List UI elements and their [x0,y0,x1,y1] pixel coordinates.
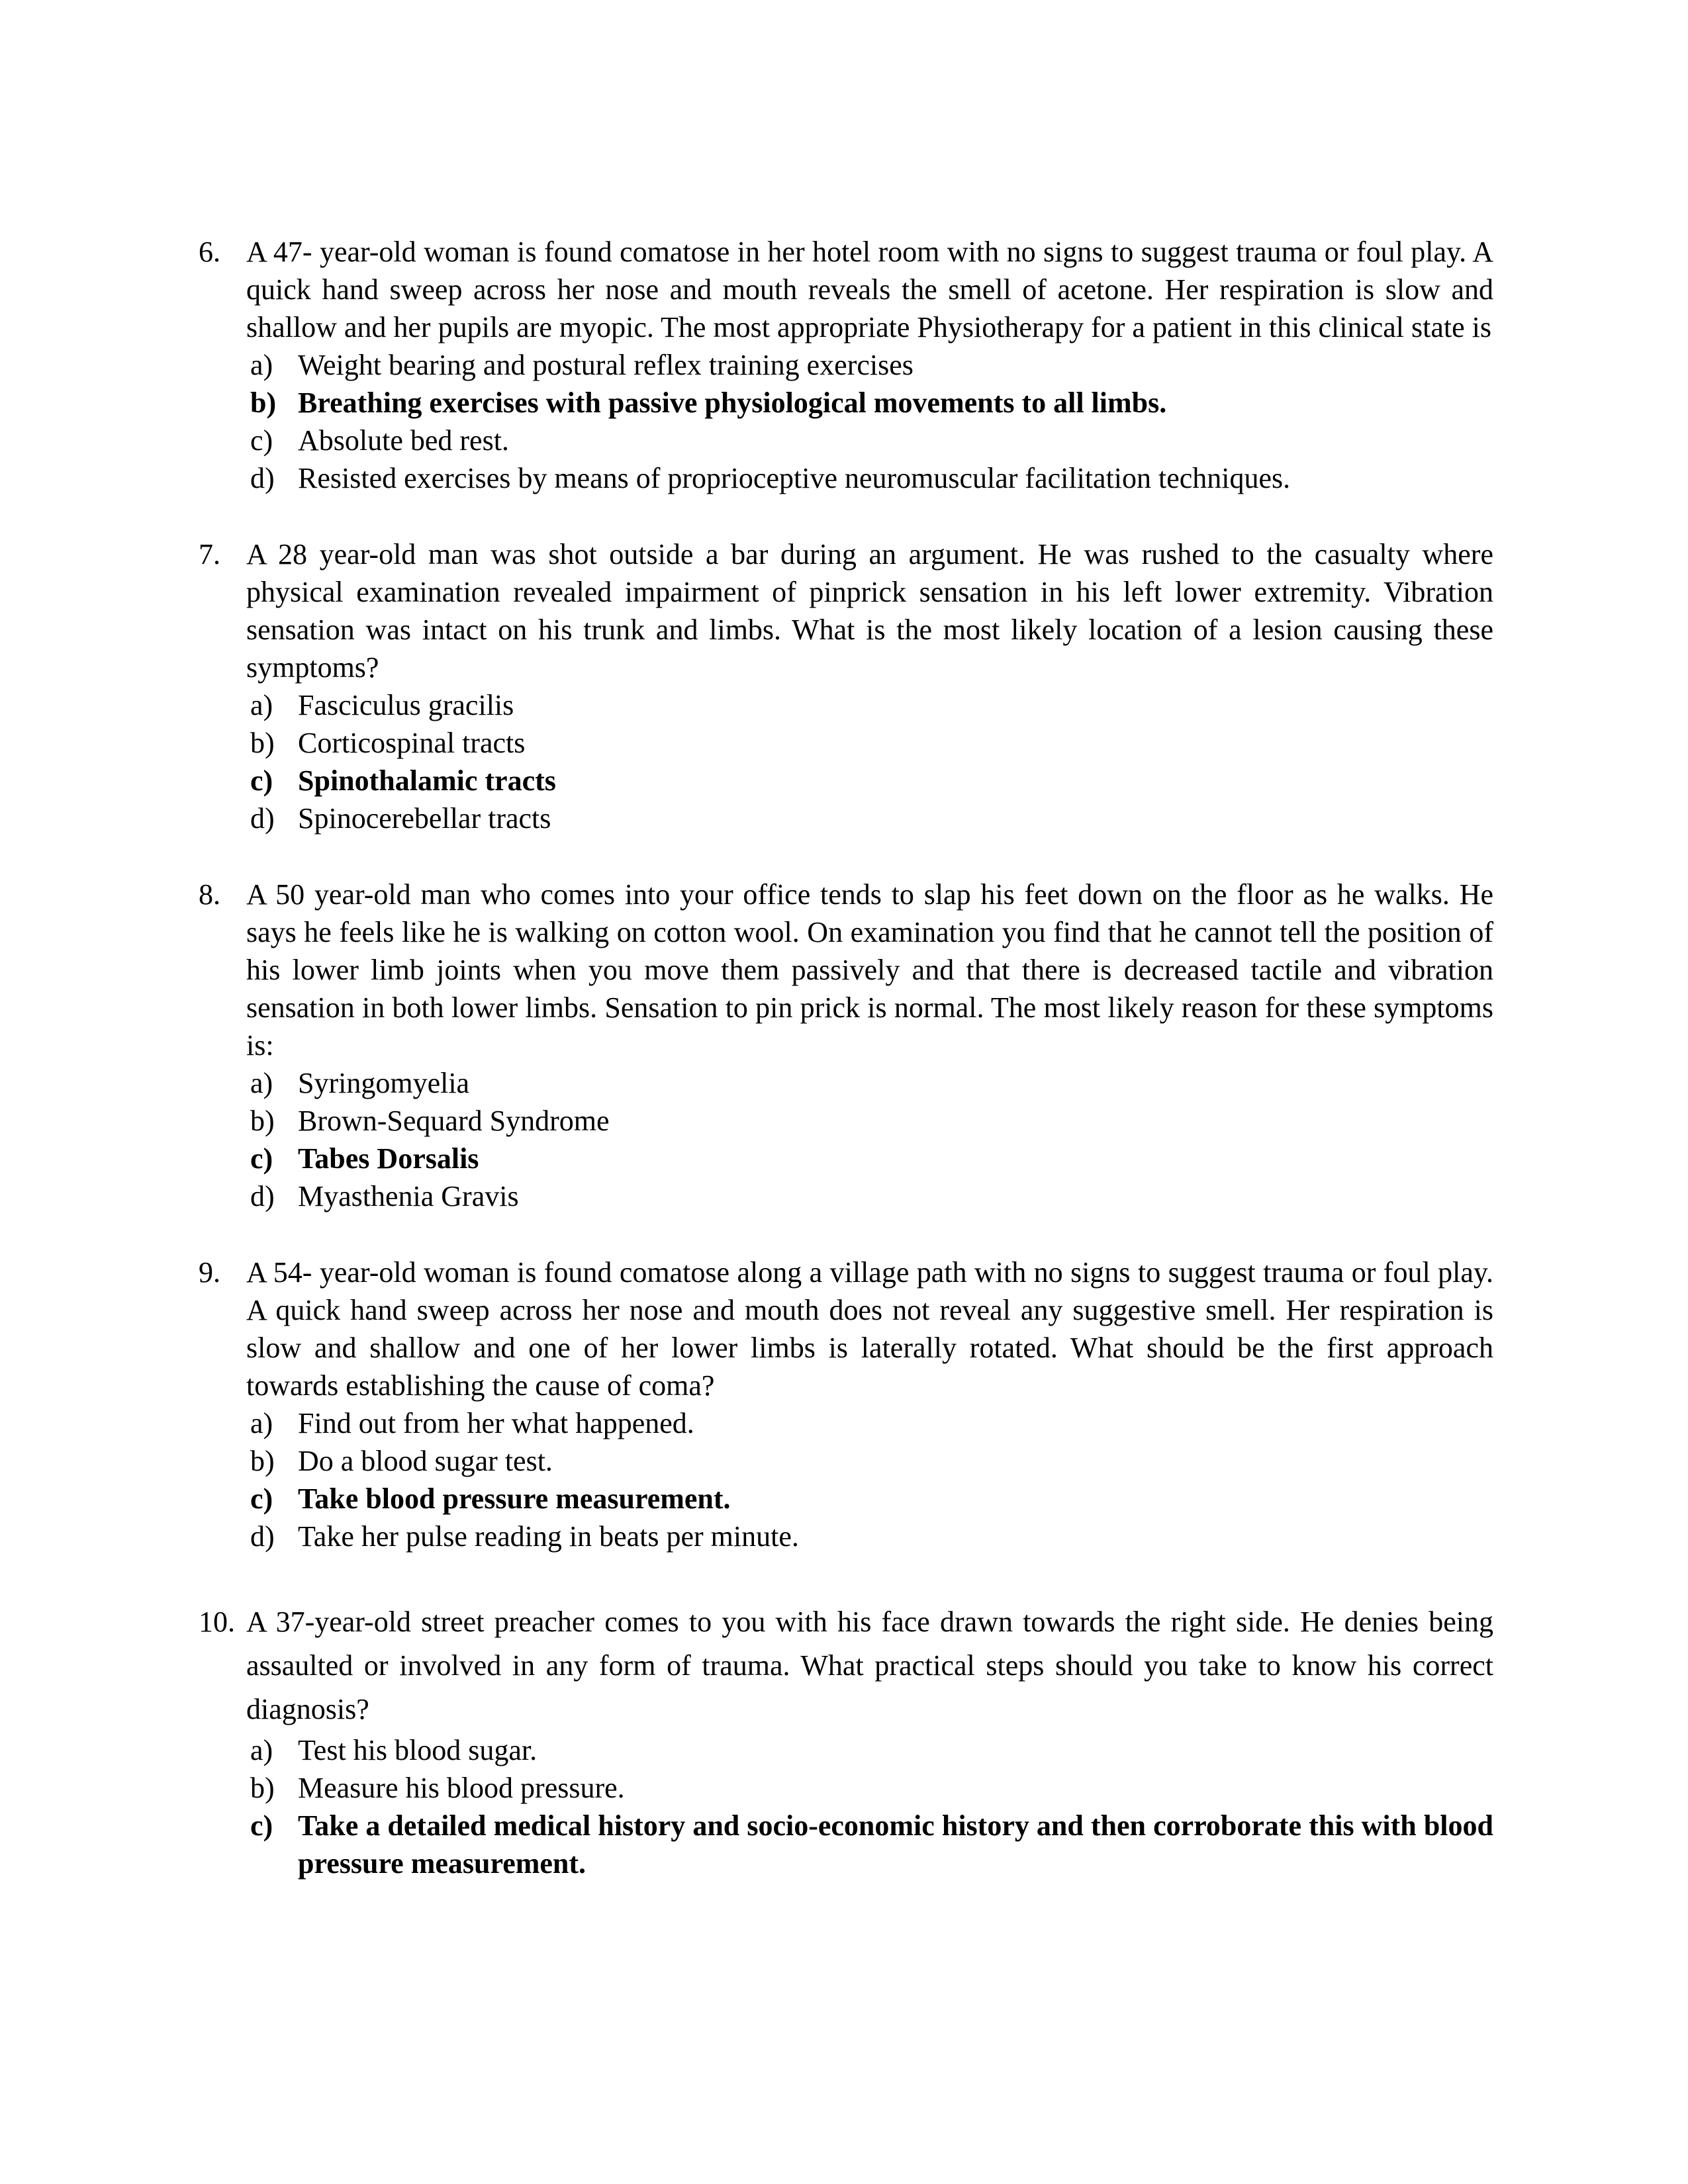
option-text: Breathing exercises with passive physiological movements to all limbs. [298,387,1167,419]
options-list [199,686,1493,837]
option-text: Spinothalamic tracts [298,764,556,797]
question-item [199,1600,1493,1882]
option-text: Resisted exercises by means of proprioceptive neuromuscular facilitation techniques. [298,462,1291,494]
question-text: A 54- year-old woman is found comatose along a village path with no signs to suggest trauma or foul play. A quick hand sweep across her nose and mouth does not reveal any suggestive smell. Her respiration is slow and shallow and one of her lower limbs is laterally rotated. What should be the first approach towards establishing the cause of coma? [246,1256,1493,1402]
answer-option [199,1807,1493,1882]
question-text: A 37-year-old street preacher comes to you with his face drawn towards the right side. He denies being assaulted or involved in any form of trauma. What practical steps should you take to know his correct diagnosis? [246,1606,1493,1725]
option-label: a) [250,349,273,381]
option-text: Syringomyelia [298,1067,470,1099]
question-item [199,233,1493,497]
question-number: 9. [199,1256,220,1289]
option-label: a) [250,1407,273,1439]
question-text: A 50 year-old man who comes into your office tends to slap his feet down on the floor as he walks. He says he feels like he is walking on cotton wool. On examination you find that he cannot tell the position of his lower limb joints when you move them passively and that there is decreased tactile and vibration sensation in both lower limbs. Sensation to pin prick is normal. The most likely reason for these symptoms is: [246,878,1493,1062]
options-list [199,1064,1493,1215]
question-number: 10. [199,1606,235,1638]
option-label: b) [250,727,275,759]
options-list [199,1404,1493,1555]
answer-option [199,1442,1493,1480]
option-text: Take blood pressure measurement. [298,1482,731,1515]
question-number: 8. [199,878,220,911]
option-text: Spinocerebellar tracts [298,802,551,835]
option-text: Measure his blood pressure. [298,1772,625,1804]
option-label: b) [250,1105,275,1137]
question-number: 6. [199,236,220,268]
answer-option [199,1404,1493,1442]
option-label: d) [250,1180,275,1212]
option-label: a) [250,1734,273,1766]
answer-option [199,799,1493,837]
answer-option [199,1064,1493,1102]
answer-option [199,1480,1493,1518]
question-item [199,1253,1493,1555]
option-text: Absolute bed rest. [298,424,509,457]
answer-option [199,1769,1493,1807]
option-text: Myasthenia Gravis [298,1180,519,1212]
option-text: Weight bearing and postural reflex training exercises [298,349,914,381]
option-label: b) [250,1445,275,1477]
question-text: A 28 year-old man was shot outside a bar during an argument. He was rushed to the casualty where physical examination revealed impairment of pinprick sensation in his left lower extremity. Vibration sensation was intact on his trunk and limbs. What is the most likely location of a lesion causing these symptoms? [246,538,1493,684]
option-text: Find out from her what happened. [298,1407,694,1439]
option-text: Fasciculus gracilis [298,689,514,721]
option-label: c) [250,1482,273,1515]
option-text: Corticospinal tracts [298,727,526,759]
answer-option [199,724,1493,762]
option-label: c) [250,764,273,797]
option-label: c) [250,1142,273,1175]
option-text: Take a detailed medical history and socio-economic history and then corroborate this with blood pressure measurement. [298,1809,1493,1880]
answer-option [199,1731,1493,1769]
option-label: a) [250,689,273,721]
options-list [199,346,1493,497]
option-text: Brown-Sequard Syndrome [298,1105,610,1137]
option-label: c) [250,424,273,457]
option-text: Take her pulse reading in beats per minute. [298,1520,799,1553]
option-text: Tabes Dorsalis [298,1142,479,1175]
question-text: A 47- year-old woman is found comatose in her hotel room with no signs to suggest trauma or foul play. A quick hand sweep across her nose and mouth reveals the smell of acetone. Her respiration is slow and shallow and her pupils are myopic. The most appropriate Physiotherapy for a patient in this clinical state is [246,236,1493,343]
answer-option [199,686,1493,724]
answer-option [199,384,1493,422]
answer-option [199,422,1493,459]
option-label: d) [250,462,275,494]
question-number: 7. [199,538,220,570]
option-label: a) [250,1067,273,1099]
option-label: b) [250,1772,275,1804]
question-item [199,535,1493,837]
answer-option [199,1518,1493,1555]
answer-option [199,346,1493,384]
answer-option [199,1102,1493,1140]
option-label: c) [250,1809,273,1842]
option-label: b) [250,387,277,419]
options-list [199,1731,1493,1882]
question-item [199,876,1493,1215]
option-text: Test his blood sugar. [298,1734,538,1766]
option-text: Do a blood sugar test. [298,1445,553,1477]
option-label: d) [250,1520,275,1553]
answer-option [199,459,1493,497]
answer-option [199,1140,1493,1177]
option-label: d) [250,802,275,835]
questions-list [199,233,1493,1921]
answer-option [199,1177,1493,1215]
answer-option [199,762,1493,799]
